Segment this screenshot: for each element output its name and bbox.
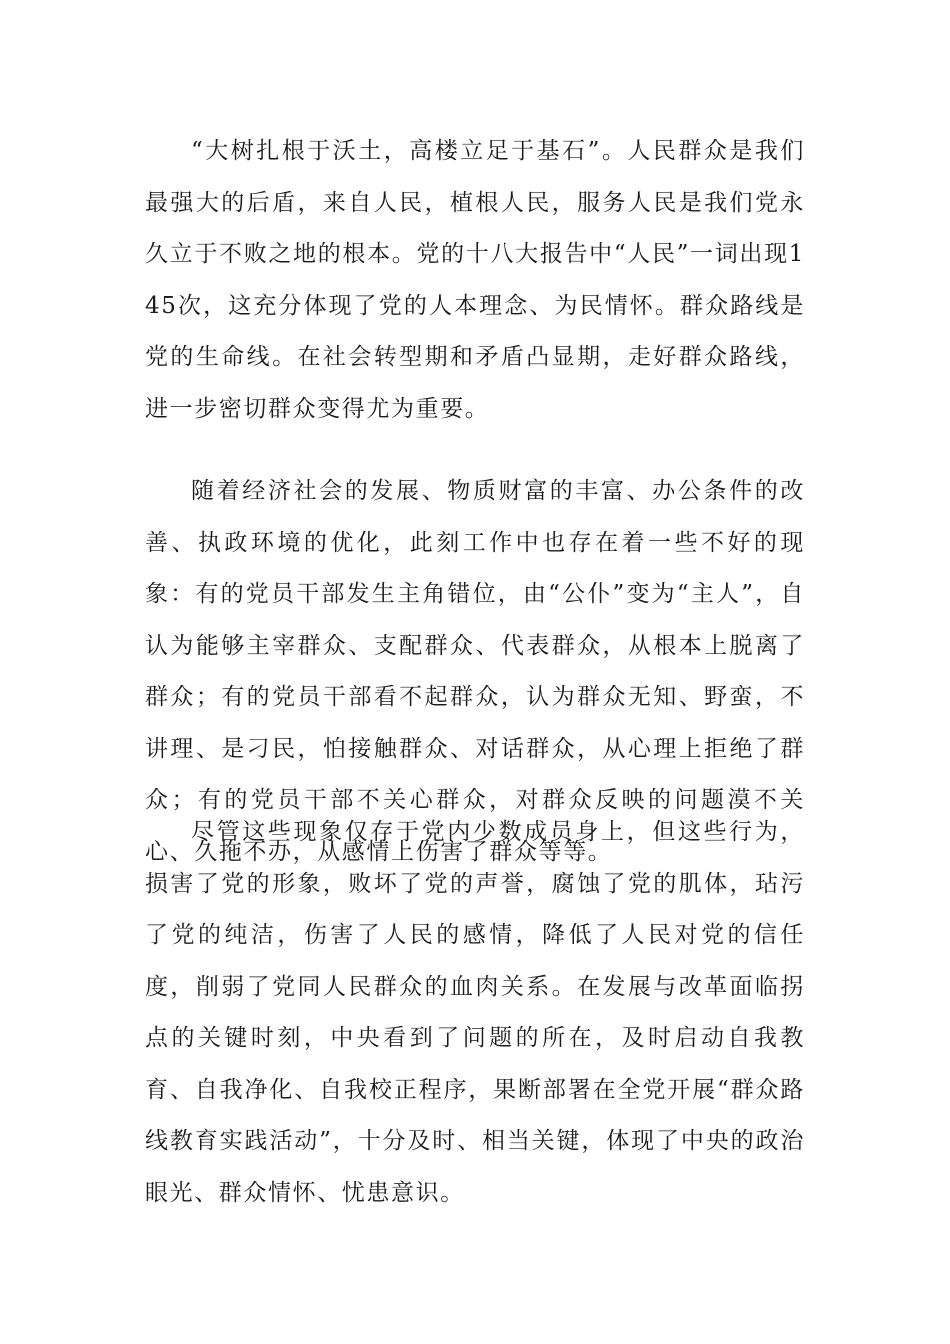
paragraph-1: “大树扎根于沃土，高楼立足于基石”。人民群众是我们最强大的后盾，来自人民，植根人民，服务人民是我们党永久立于不败之地的根本。党的十八大报告中“人民”一词出现145次，这充分体现了党的人本理念、为民情怀。群众路线是党的生命线。在社会转型期和矛盾凸显期，走好群众路线，进一步密切群众变得尤为重要。 [145, 138, 805, 422]
paragraph-3: 尽管这些现象仅存于党内少数成员身上，但这些行为，损害了党的形象，败坏了党的声誉，腐蚀了党的肌体，玷污了党的纯洁，伤害了人民的感情，降低了人民对党的信任度，削弱了党同人民群众的血肉关系。在发展与改革面临拐点的关键时刻，中央看到了问题的所在，及时启动自我教育、自我净化、自我校正程序，果断部署在全党开展“群众路线教育实践活动”，十分及时、相当关键，体现了中央的政治眼光、群众情怀、忧患意识。 [145, 819, 805, 1206]
paragraph-2: 随着经济社会的发展、物质财富的丰富、办公条件的改善、执政环境的优化，此刻工作中也存在着一些不好的现象：有的党员干部发生主角错位，由“公仆”变为“主人”，自认为能够主宰群众、支配群众、代表群众，从根本上脱离了群众；有的党员干部看不起群众，认为群众无知、野蛮，不讲理、是刁民，怕接触群众、对话群众，从心理上拒绝了群众；有的党员干部不关心群众，对群众反映的问题漠不关心、久拖不办，从感情上伤害了群众等等。 [145, 478, 805, 865]
